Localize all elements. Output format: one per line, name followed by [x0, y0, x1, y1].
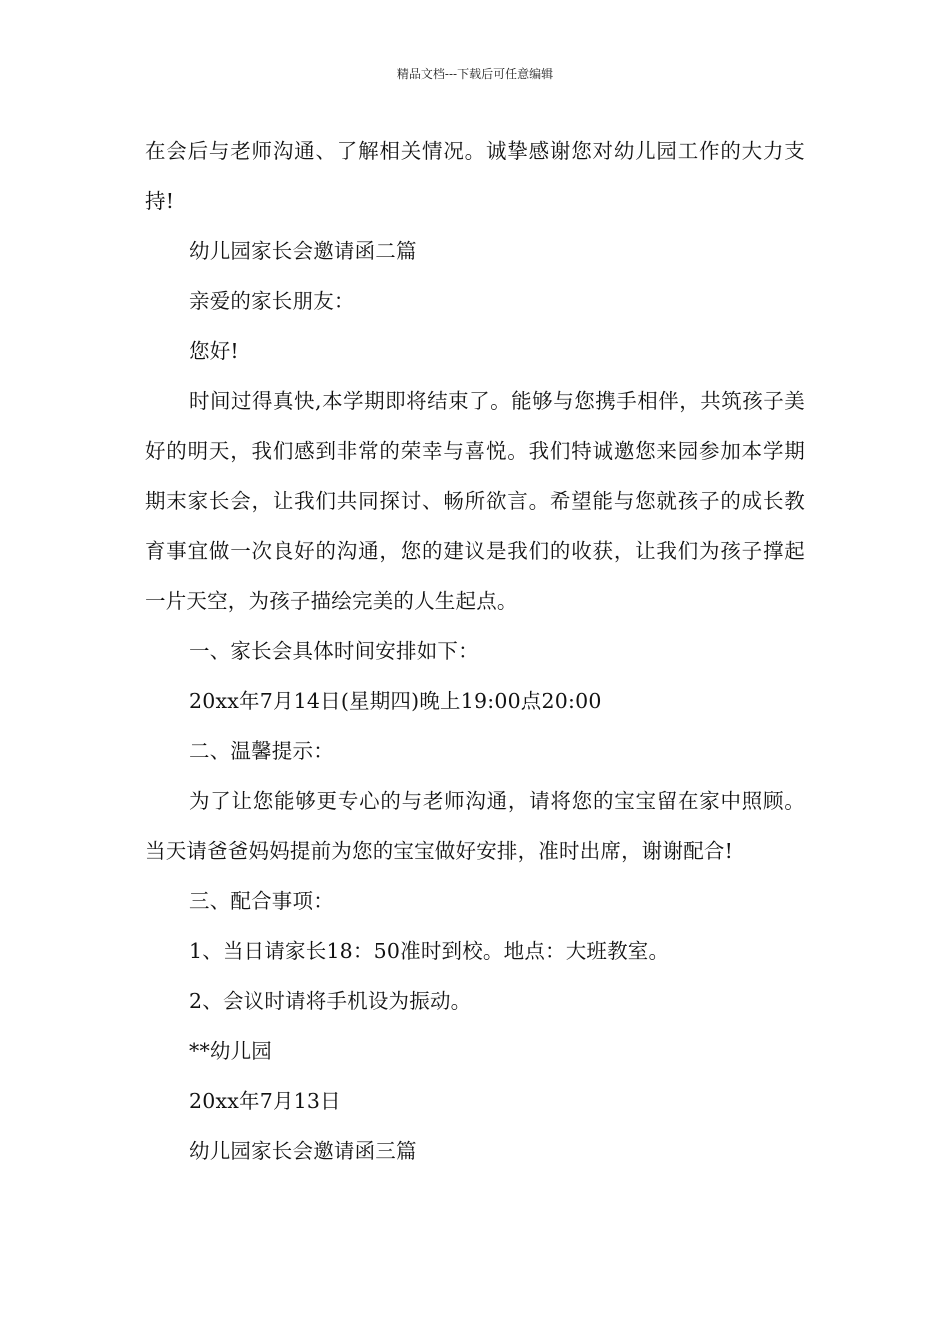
signature-organization: **幼儿园 — [189, 1039, 272, 1063]
paragraph-continuation: 在会后与老师沟通、了解相关情况。诚挚感谢您对幼儿园工作的大力支持! — [145, 139, 805, 213]
list-item: 2、会议时请将手机设为振动。 — [189, 989, 472, 1013]
document-body — [145, 126, 805, 1176]
paragraph-tips: 为了让您能够更专心的与老师沟通，请将您的宝宝留在家中照顾。当天请爸爸妈妈提前为您的宝宝做好安排，准时出席，谢谢配合! — [145, 789, 805, 863]
page-header: 精品文档---下载后可任意编辑 — [396, 67, 554, 81]
item-heading-three: 三、配合事项： — [189, 889, 334, 913]
list-item: 1、当日请家长18：50准时到校。地点：大班教室。 — [189, 939, 670, 963]
section-heading-two: 幼儿园家长会邀请函二篇 — [189, 239, 417, 263]
signature-date: 20xx年7月13日 — [189, 1089, 341, 1113]
section-heading-three: 幼儿园家长会邀请函三篇 — [189, 1139, 417, 1163]
salutation: 亲爱的家长朋友： — [189, 289, 355, 313]
meeting-time: 20xx年7月14日(星期四)晚上19:00点20:00 — [189, 689, 602, 713]
paragraph-body: 时间过得真快,本学期即将结束了。能够与您携手相伴，共筑孩子美好的明天，我们感到非常的荣幸与喜悦。我们特诚邀您来园参加本学期期末家长会，让我们共同探讨、畅所欲言。希望能与您就孩子的成长教育事宜做一次良好的沟通，您的建议是我们的收获，让我们为孩子撑起一片天空，为孩子描绘完美的人生起点。 — [145, 389, 805, 613]
greeting: 您好! — [189, 339, 239, 363]
item-heading-two: 二、温馨提示： — [189, 739, 334, 763]
item-heading-one: 一、家长会具体时间安排如下： — [189, 639, 479, 663]
